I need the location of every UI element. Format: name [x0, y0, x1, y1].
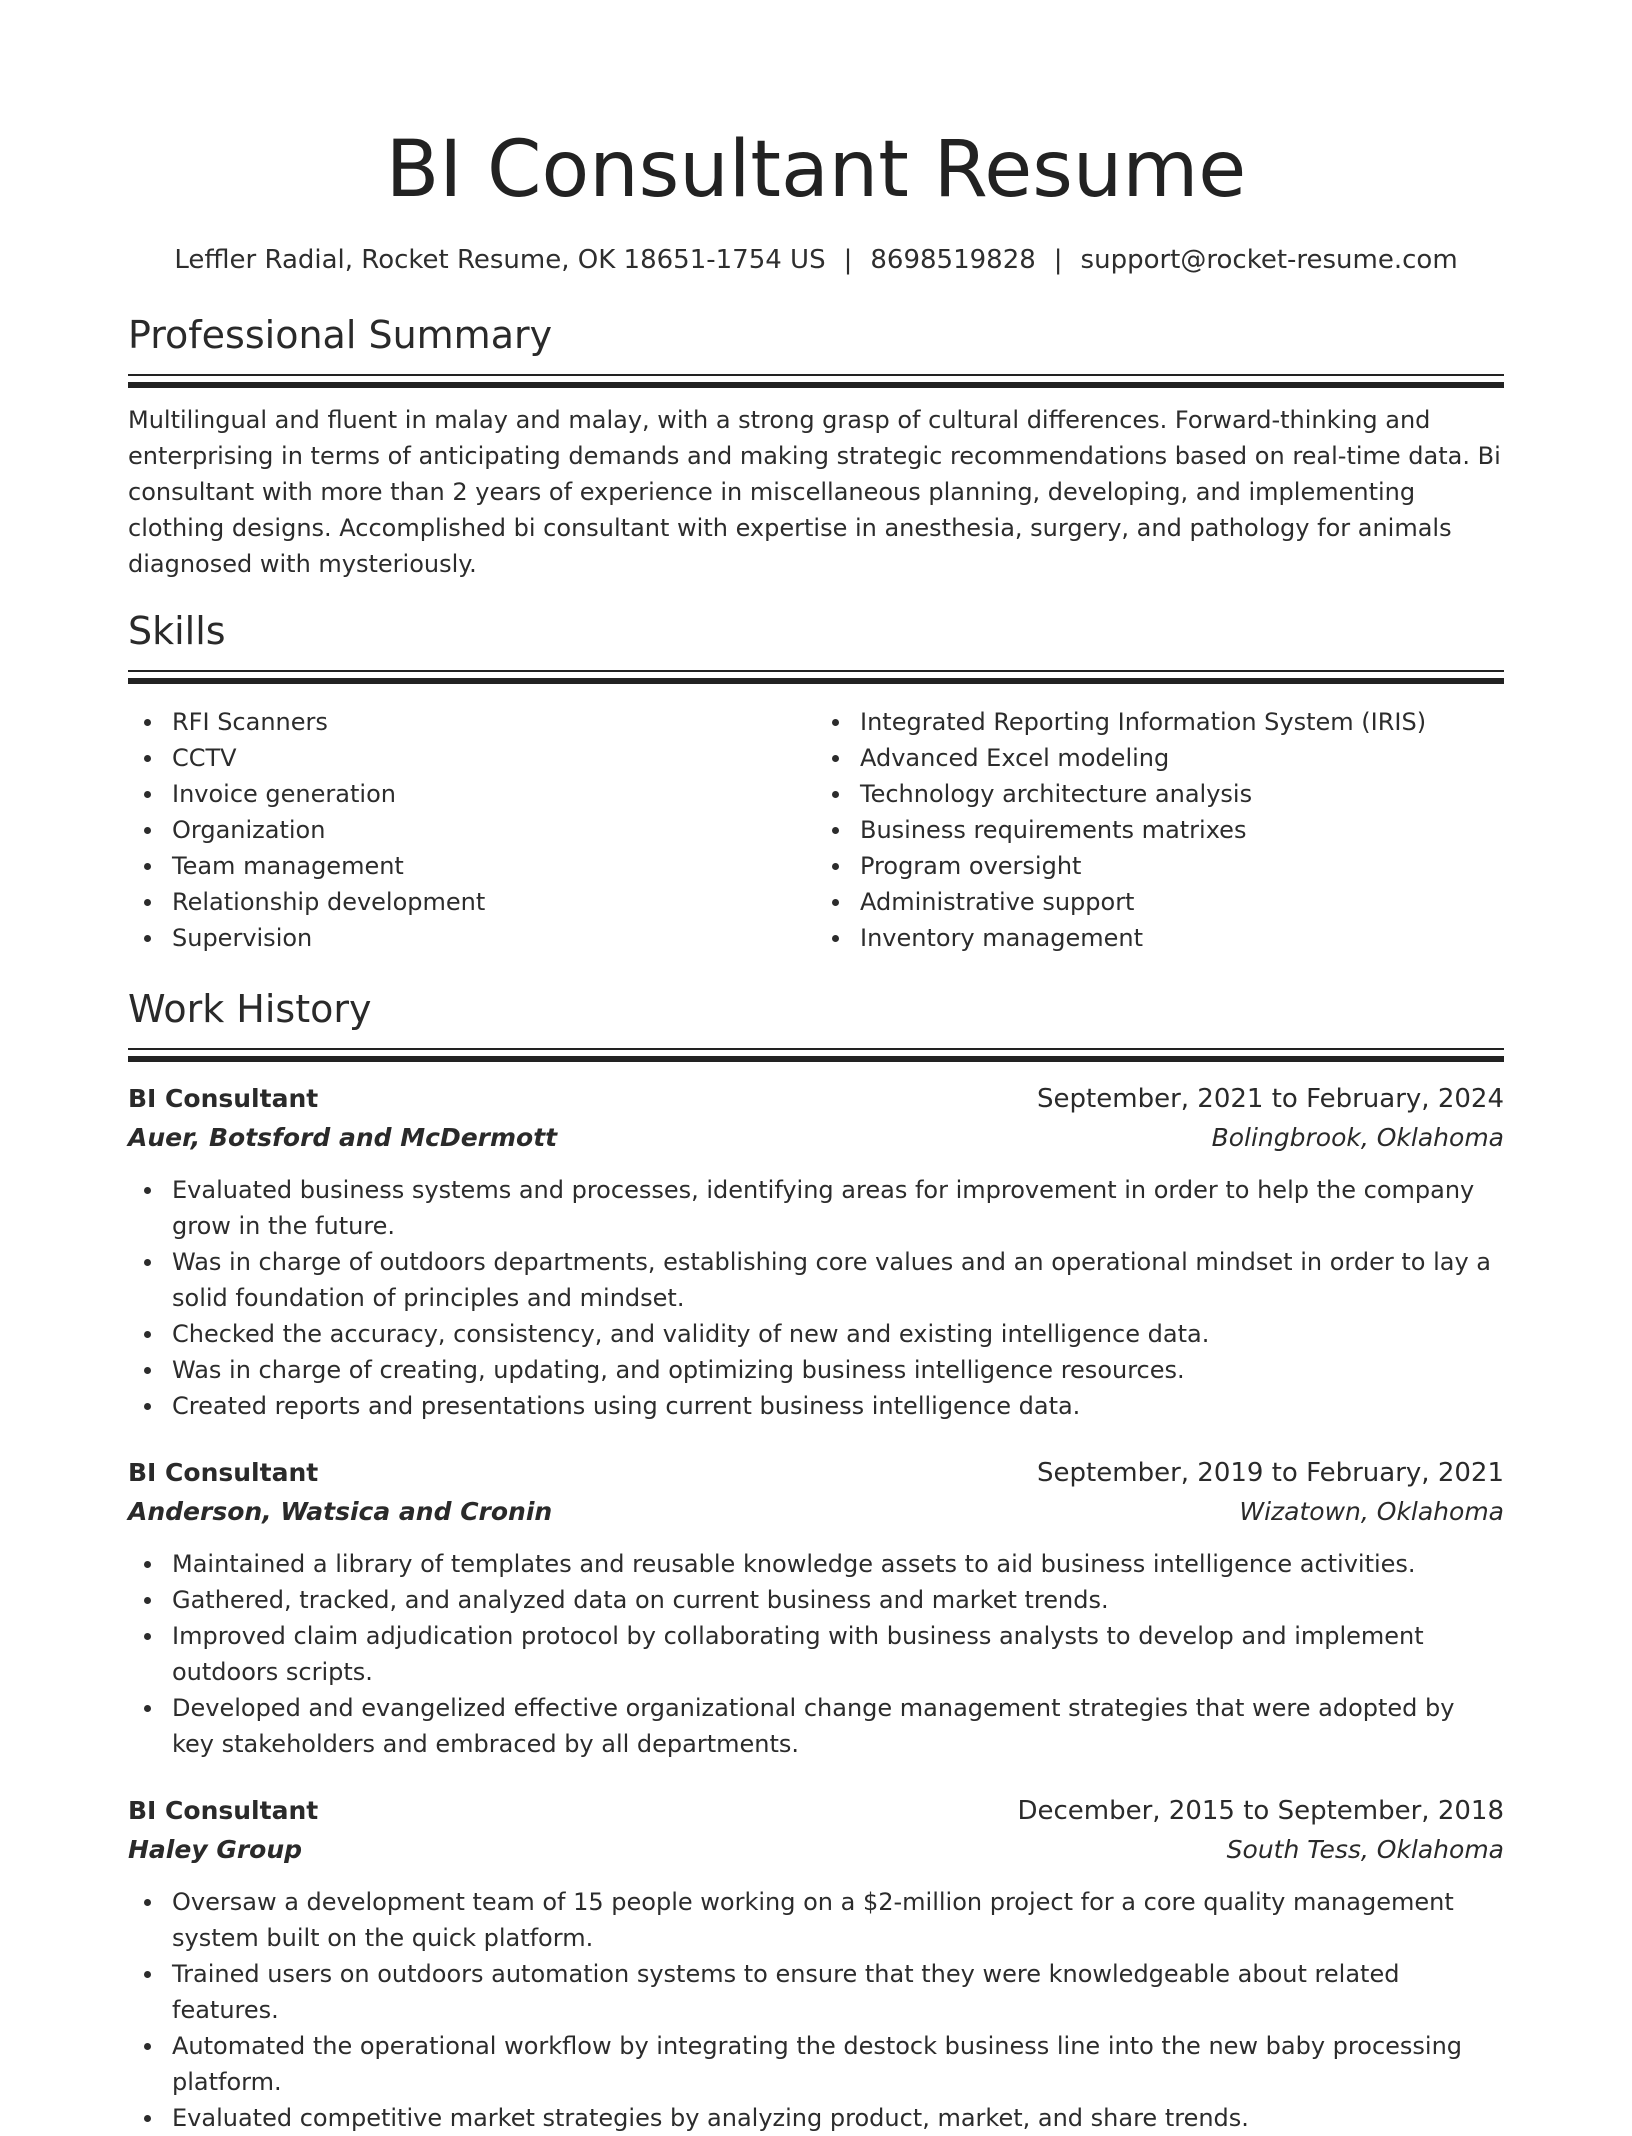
contact-address: Leffler Radial, Rocket Resume, OK 18651-1754 US — [174, 245, 826, 275]
section-rule — [128, 374, 1504, 376]
skill-item: Invoice generation — [128, 776, 816, 812]
resume-title: BI Consultant Resume — [385, 125, 1247, 215]
job-bullet: Trained users on outdoors automation systems to ensure that they were knowledgeable about related features. — [128, 1956, 1504, 2028]
job-bullet: Oversaw a development team of 15 people working on a $2-million project for a core quality management system built on the quick platform. — [128, 1884, 1504, 1956]
summary-text: Multilingual and fluent in malay and malay, with a strong grasp of cultural differences. Forward-thinking and enterprising in terms of anticipating demands and making strategic recommendations based on real-time data. Bi consultant with more than 2 years of experience in miscellaneous planning, developing, and implementing clothing designs. Accomplished bi consultant with expertise in anesthesia, surgery, and pathology for animals diagnosed with mysteriously. — [128, 406, 1501, 578]
job-company: Anderson, Watsica and Cronin — [128, 1497, 553, 1526]
job-company: Auer, Botsford and McDermott — [128, 1123, 558, 1152]
section-rule-thick — [128, 678, 1504, 684]
job-company-row — [128, 1492, 1504, 1532]
skill-item: Business requirements matrixes — [816, 812, 1504, 848]
job-bullet: Evaluated business systems and processes, identifying areas for improvement in order to help the company grow in the future. — [128, 1172, 1504, 1244]
job-location: Bolingbrook, Oklahoma — [1211, 1123, 1504, 1152]
job-bullet: Automated the operational workflow by integrating the destock business line into the new baby processing platform. — [128, 2028, 1504, 2100]
job-title: BI Consultant — [128, 1796, 319, 1825]
skill-item: Administrative support — [816, 884, 1504, 920]
job-entry — [128, 1792, 1504, 2136]
job-title: BI Consultant — [128, 1084, 319, 1113]
skill-item: Organization — [128, 812, 816, 848]
section-rule — [128, 1048, 1504, 1050]
resume-page — [128, 0, 1504, 2136]
job-location: South Tess, Oklahoma — [1226, 1835, 1504, 1864]
job-dates: September, 2019 to February, 2021 — [1037, 1458, 1504, 1488]
summary-section — [128, 310, 1504, 582]
contact-separator: | — [843, 245, 853, 275]
skill-item: Program oversight — [816, 848, 1504, 884]
job-bullets — [128, 1546, 1504, 1762]
job-company-row — [128, 1118, 1504, 1158]
job-bullet: Maintained a library of templates and reusable knowledge assets to aid business intelligence activities. — [128, 1546, 1504, 1582]
contact-separator: | — [1053, 245, 1063, 275]
skills-heading: Skills — [128, 609, 226, 653]
skill-item: Technology architecture analysis — [816, 776, 1504, 812]
skills-right-list — [816, 704, 1504, 956]
skill-item: Integrated Reporting Information System (IRIS) — [816, 704, 1504, 740]
skill-item: CCTV — [128, 740, 816, 776]
job-header-row — [128, 1792, 1504, 1830]
job-location: Wizatown, Oklahoma — [1239, 1497, 1504, 1526]
job-header-row — [128, 1454, 1504, 1492]
summary-heading: Professional Summary — [128, 313, 553, 357]
skills-left-list — [128, 704, 816, 956]
work-section — [128, 984, 1504, 2136]
job-header-row — [128, 1080, 1504, 1118]
job-dates: December, 2015 to September, 2018 — [1017, 1796, 1504, 1826]
job-bullet: Gathered, tracked, and analyzed data on current business and market trends. — [128, 1582, 1504, 1618]
job-entry — [128, 1080, 1504, 1424]
job-bullet: Improved claim adjudication protocol by collaborating with business analysts to develop and implement outdoors scripts. — [128, 1618, 1504, 1690]
section-rule-thick — [128, 382, 1504, 388]
skill-item: Advanced Excel modeling — [816, 740, 1504, 776]
job-bullet: Was in charge of creating, updating, and optimizing business intelligence resources. — [128, 1352, 1504, 1388]
skill-item: Team management — [128, 848, 816, 884]
skill-item: Inventory management — [816, 920, 1504, 956]
job-dates: September, 2021 to February, 2024 — [1037, 1084, 1504, 1114]
job-bullet: Checked the accuracy, consistency, and validity of new and existing intelligence data. — [128, 1316, 1504, 1352]
skills-columns — [128, 704, 1504, 956]
job-entry — [128, 1454, 1504, 1762]
job-bullets — [128, 1884, 1504, 2136]
job-bullet: Evaluated competitive market strategies by analyzing product, market, and share trends. — [128, 2100, 1504, 2136]
section-rule-thick — [128, 1056, 1504, 1062]
skill-item: RFI Scanners — [128, 704, 816, 740]
contact-phone: 8698519828 — [870, 245, 1036, 275]
section-rule — [128, 670, 1504, 672]
job-title: BI Consultant — [128, 1458, 319, 1487]
job-bullet: Created reports and presentations using current business intelligence data. — [128, 1388, 1504, 1424]
job-bullet: Developed and evangelized effective organizational change management strategies that were adopted by key stakeholders and embraced by all departments. — [128, 1690, 1504, 1762]
skill-item: Supervision — [128, 920, 816, 956]
contact-email: support@rocket-resume.com — [1080, 245, 1458, 275]
skills-section — [128, 606, 1504, 956]
job-bullet: Was in charge of outdoors departments, establishing core values and an operational mindset in order to lay a solid foundation of principles and mindset. — [128, 1244, 1504, 1316]
skill-item: Relationship development — [128, 884, 816, 920]
work-heading: Work History — [128, 987, 372, 1031]
contact-line — [128, 242, 1504, 278]
job-company-row — [128, 1830, 1504, 1870]
job-bullets — [128, 1172, 1504, 1424]
job-company: Haley Group — [128, 1835, 303, 1864]
